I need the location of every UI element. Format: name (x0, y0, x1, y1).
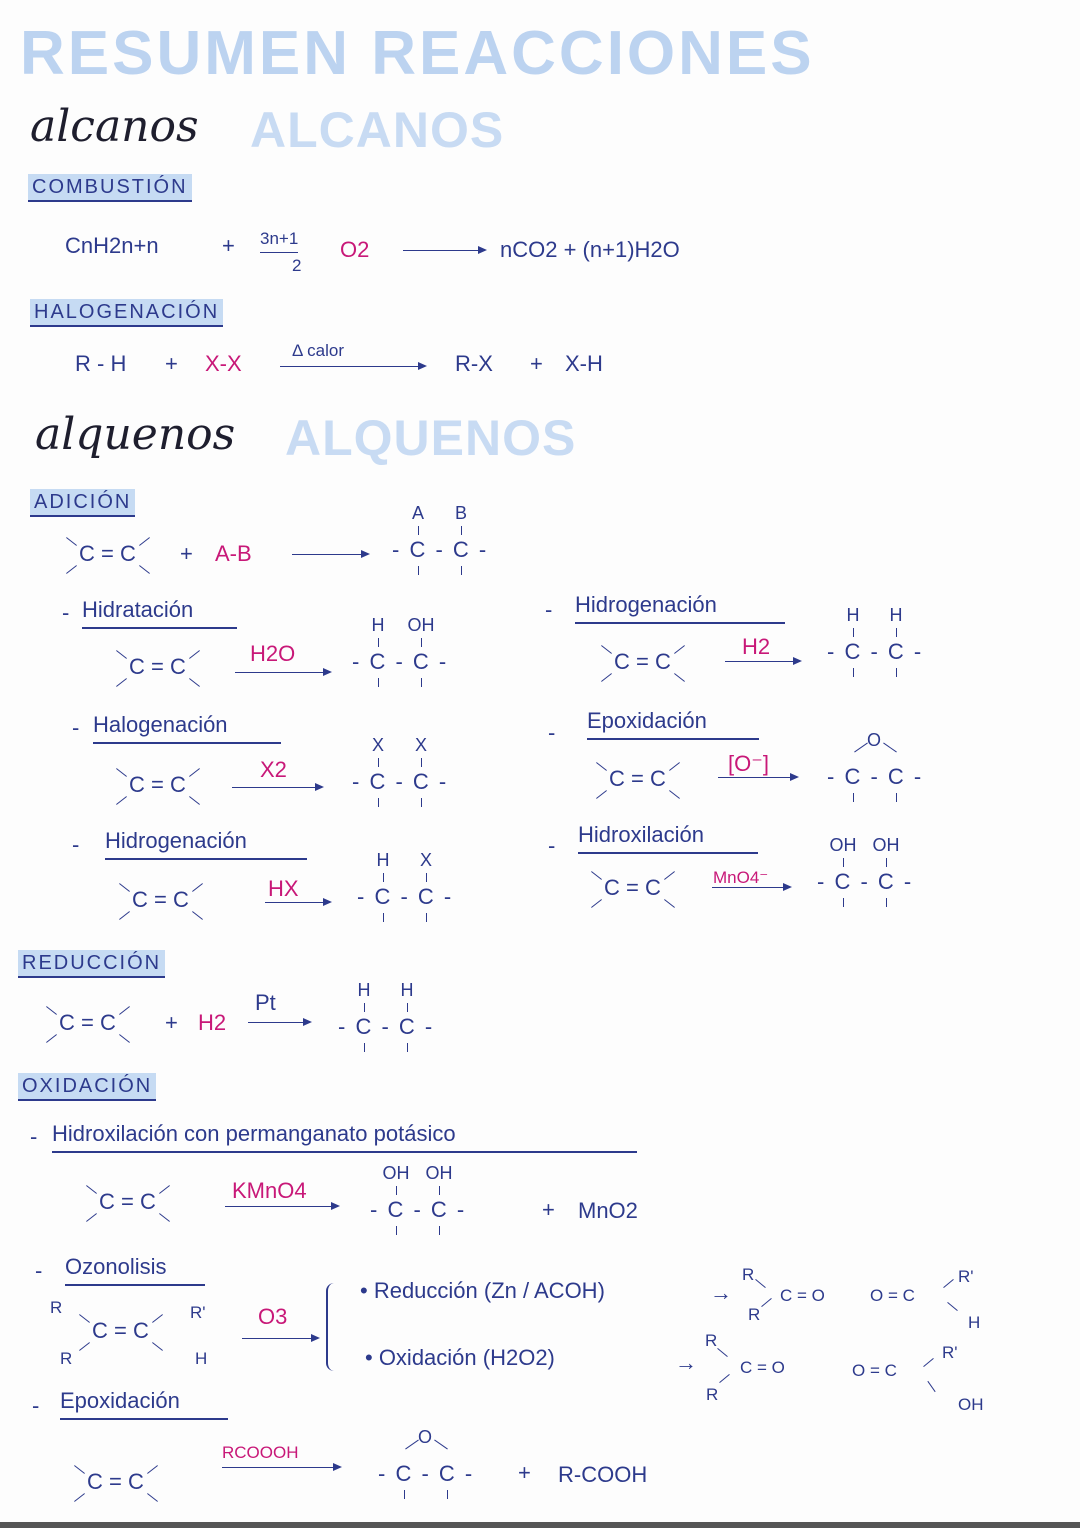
kmno4-reagent: KMnO4 (232, 1178, 307, 1203)
alkene: C = C (75, 1309, 167, 1353)
halogenacion-product2: X-H (565, 351, 603, 376)
adicion-reagent: A-B (215, 541, 252, 566)
dash: - (62, 600, 70, 625)
reaction-arrow (718, 777, 797, 778)
plus-sign: + (165, 1010, 178, 1035)
ozonolisis-reduccion-label: • Reducción (Zn / ACOH) (360, 1278, 605, 1303)
hidratacion-product: H OH - C - C - (352, 615, 452, 695)
combustion-products: nCO2 + (n+1)H2O (500, 237, 680, 262)
dash: - (35, 1258, 43, 1283)
hidroxilacion-product: OH OH - C - C - (817, 835, 917, 915)
reduccion-product: H H - C - C - (338, 980, 438, 1060)
halogenacion-reactant2: X-X (205, 351, 242, 376)
peracid-reagent: RCOOOH (222, 1443, 299, 1462)
alkene: C = C (62, 532, 154, 576)
halogenacion-product1: R-X (455, 351, 493, 376)
reaction-arrow (280, 366, 425, 367)
page-title: RESUMEN REACCIONES (20, 19, 815, 88)
bond-line (755, 1279, 766, 1288)
catalyst: Pt (255, 990, 276, 1015)
reaction-arrow (712, 887, 790, 888)
arrow: → (710, 1280, 732, 1305)
alkene: C = C (587, 866, 679, 910)
halogenacion-reagent: X2 (260, 757, 287, 782)
rcooh-byproduct: R-COOH (558, 1462, 648, 1487)
bond-line (719, 1374, 730, 1383)
substituent-r-prime: R' (942, 1343, 958, 1362)
alkene: C = C (115, 878, 207, 922)
bond-line (927, 1381, 935, 1392)
hidratacion-label: Hidratación (82, 597, 237, 629)
dash: - (32, 1393, 40, 1418)
epoxidacion-peracido-label: Epoxidación (60, 1388, 228, 1420)
adicion-label: ADICIÓN (30, 489, 135, 517)
substituent-r: R (60, 1349, 73, 1368)
brace (326, 1283, 340, 1371)
reaction-arrow (225, 1206, 338, 1207)
arrow: → (675, 1350, 697, 1375)
permanganate-reagent: MnO4⁻ (713, 868, 769, 887)
combustion-reactant: CnH2n+n (65, 233, 159, 258)
epoxide-product: O - C - C - (827, 730, 927, 810)
halogenacion-reactant1: R - H (75, 351, 127, 376)
substituent-r-prime: R' (958, 1267, 974, 1286)
ozonolisis-oxidacion-label: • Oxidación (H2O2) (365, 1345, 555, 1370)
hx-reagent: HX (268, 876, 299, 901)
alcanos-heading: alcanos (30, 101, 199, 152)
reaction-arrow (292, 554, 368, 555)
alcanos-heading-highlight: ALCANOS (250, 102, 505, 158)
combustion-label: COMBUSTIÓN (28, 174, 192, 202)
hidroxilacion-permanganato-product: OH OH - C - C - (370, 1163, 470, 1243)
hidrohalogenacion-product: H X - C - C - (357, 850, 457, 930)
dash: - (545, 597, 553, 622)
reduccion-reagent: H2 (198, 1010, 227, 1035)
oxygen: O2 (340, 237, 370, 262)
hidrogenacion-label: Hidrogenación (575, 592, 785, 624)
ketone: C = O (740, 1358, 785, 1377)
substituent-r: R (50, 1298, 63, 1317)
reaction-arrow (242, 1338, 318, 1339)
alkene: C = C (82, 1180, 174, 1224)
hidroxilacion-permanganato-label: Hidroxilación con permanganato potásico (52, 1121, 637, 1153)
reaction-arrow (725, 661, 800, 662)
alkene: C = C (42, 1001, 134, 1045)
h2-reagent: H2 (742, 634, 771, 659)
alkene: C = C (70, 1460, 162, 1504)
bond-line (947, 1302, 958, 1311)
reaction-arrow (248, 1022, 310, 1023)
halogenacion-alquenos-label: Halogenación (93, 712, 281, 744)
bond-line (923, 1358, 934, 1367)
hidratacion-reagent: H2O (250, 641, 296, 666)
ketone: C = O (780, 1286, 825, 1305)
substituent-r: R (706, 1385, 719, 1404)
hidroxilacion-label: Hidroxilación (578, 822, 758, 854)
bond-line (761, 1298, 772, 1307)
bond-line (943, 1279, 954, 1288)
aldehyde: O = C (870, 1286, 915, 1305)
substituent-r-prime: R' (190, 1303, 206, 1322)
hidrogenacion-product: H H - C - C - (827, 605, 927, 685)
substituent-oh: OH (958, 1395, 984, 1414)
coef-numerator: 3n+1 (260, 226, 298, 253)
ozonolisis-label: Ozonolisis (65, 1254, 205, 1286)
alquenos-heading: alquenos (35, 409, 236, 460)
oxidacion-label: OXIDACIÓN (18, 1073, 156, 1101)
dash: - (72, 715, 80, 740)
halogenacion-product: X X - C - C - (352, 735, 452, 815)
page-bottom-edge (0, 1522, 1080, 1528)
coef-denominator: 2 (292, 256, 302, 275)
adicion-product: A B - C - C - (392, 503, 492, 583)
halogenacion-label: HALOGENACIÓN (30, 299, 223, 327)
alkene: C = C (597, 640, 689, 684)
reaction-arrow (222, 1467, 340, 1468)
plus-sign: + (180, 541, 193, 566)
mno2-byproduct: MnO2 (578, 1198, 638, 1223)
oxidant-reagent: [O⁻] (728, 751, 769, 776)
dash: - (72, 832, 80, 857)
plus-sign: + (542, 1197, 555, 1222)
reaction-arrow (235, 672, 330, 673)
halogenacion-condition: Δ calor (292, 341, 344, 360)
hidrohalogenacion-label: Hidrogenación (105, 828, 307, 860)
epoxide-product: O - C - C - (378, 1427, 478, 1507)
plus-sign: + (222, 233, 235, 258)
dash: - (548, 833, 556, 858)
alkene: C = C (112, 763, 204, 807)
substituent-r: R (742, 1265, 755, 1284)
ozone-reagent: O3 (258, 1304, 288, 1329)
substituent-r: R (705, 1331, 718, 1350)
plus-sign: + (518, 1460, 531, 1485)
dash: - (548, 720, 556, 745)
alquenos-heading-highlight: ALQUENOS (285, 410, 577, 466)
alkene: C = C (592, 757, 684, 801)
bond-line (717, 1348, 728, 1357)
reaction-arrow (265, 902, 330, 903)
reaction-arrow (232, 787, 322, 788)
substituent-h: H (968, 1313, 981, 1332)
carboxylic-acid: O = C (852, 1361, 897, 1380)
plus-sign: + (530, 351, 543, 376)
plus-sign: + (165, 351, 178, 376)
epoxidacion-label: Epoxidación (587, 708, 759, 740)
substituent-r: R (748, 1305, 761, 1324)
substituent-h: H (195, 1349, 208, 1368)
reaction-arrow (403, 250, 485, 251)
reduccion-label: REDUCCIÓN (18, 950, 165, 978)
dash: - (30, 1124, 38, 1149)
alkene: C = C (112, 645, 204, 689)
